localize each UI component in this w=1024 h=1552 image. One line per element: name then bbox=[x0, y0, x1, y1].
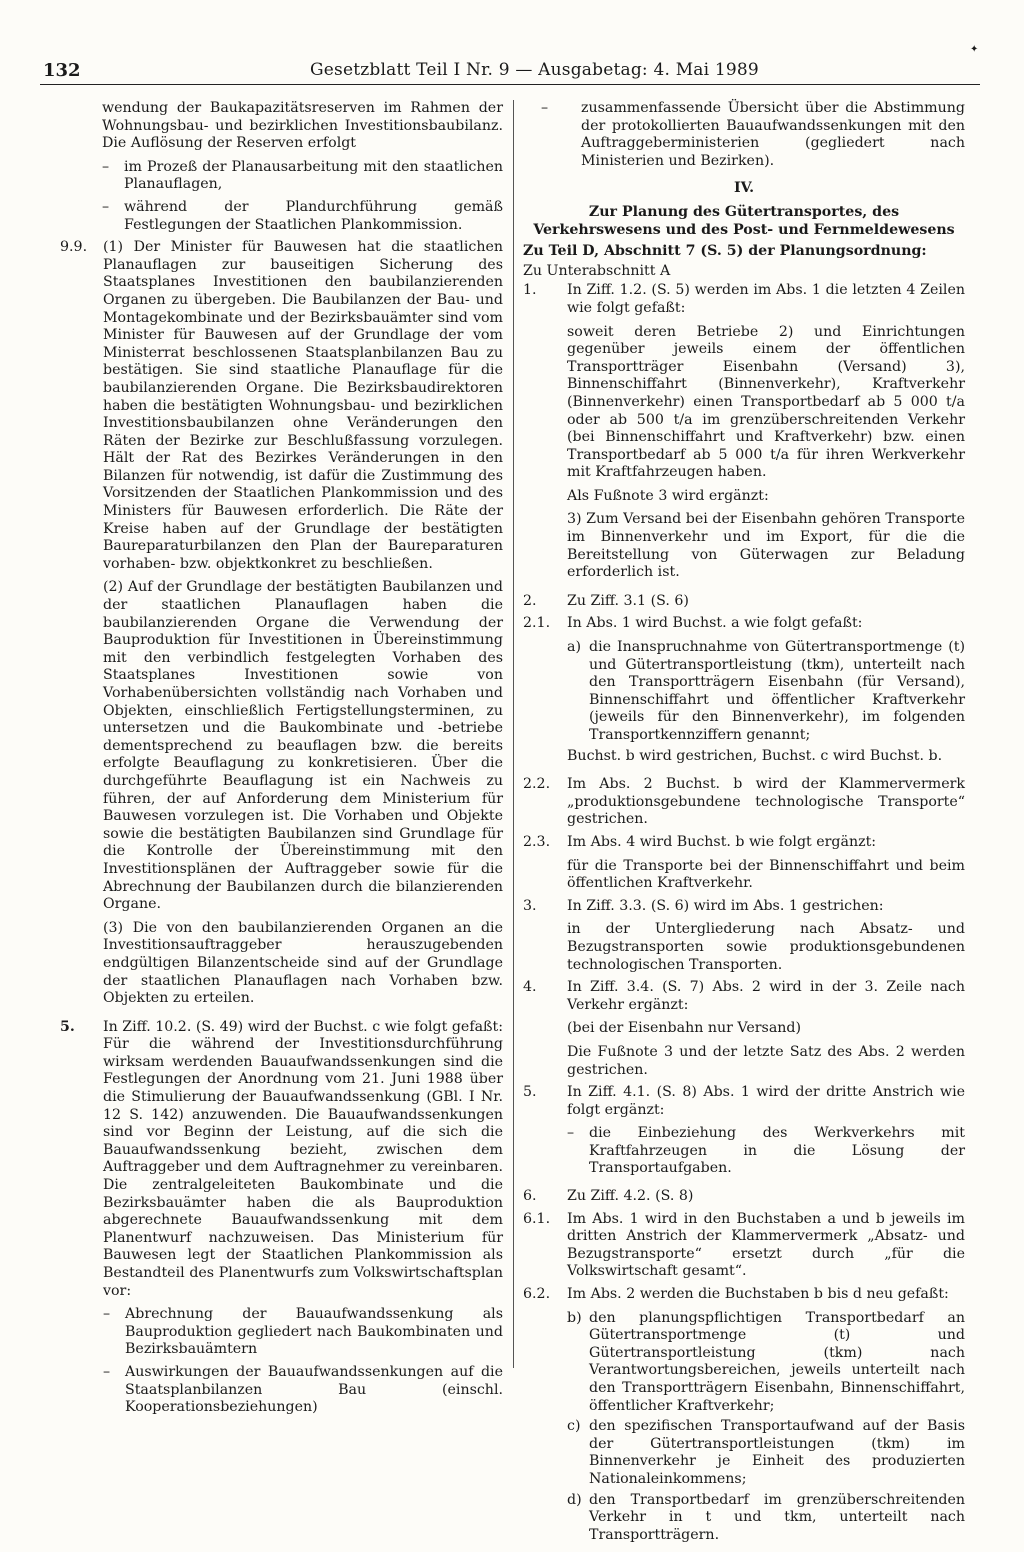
section-number: 9.9. bbox=[60, 239, 88, 256]
item-6-1 bbox=[523, 1211, 965, 1281]
item-2 bbox=[523, 593, 965, 611]
item-text: Zu Ziff. 4.2. (S. 8) bbox=[567, 1188, 694, 1205]
letter-text: den planungspflichtigen Transportbedarf an Gütertransportmenge (t) und Gütertransportleistung (tkm) nach Verantwortungsbereichen, jeweils unterteilt nach den Transportträgern Eisenbahn, Binnenschiffahrt, öffentlicher Kraftverkehr; bbox=[589, 1309, 965, 1414]
item-2-3 bbox=[523, 834, 965, 893]
right-column bbox=[523, 100, 965, 1552]
header-title: Gesetzblatt Teil I Nr. 9 — Ausgabetag: 4. Mai 1989 bbox=[310, 60, 759, 80]
item-after: Buchst. b wird gestrichen, Buchst. c wird Buchst. b. bbox=[567, 747, 943, 764]
item-text: Im Abs. 1 wird in den Buchstaben a und b jeweils im dritten Anstrich der Klammervermerk „Absatz- und Bezugstransporte“ ersetzt durch „für die Volkswirtschaft gesamt“. bbox=[567, 1210, 965, 1280]
list-item bbox=[567, 1310, 965, 1416]
section-5 bbox=[60, 1019, 503, 1422]
printer-mark: ✦ bbox=[970, 44, 979, 55]
item-2-1 bbox=[523, 615, 965, 771]
list-item bbox=[567, 1492, 965, 1545]
item-number: 2.1. bbox=[523, 615, 551, 632]
item-quote: (bei der Eisenbahn nur Versand) bbox=[567, 1020, 802, 1037]
section-heading: Zur Planung des Gütertransportes, des Verkehrswesens und des Post- und Fernmeldewesens bbox=[533, 203, 955, 238]
footnote-intro: Als Fußnote 3 wird ergänzt: bbox=[567, 487, 769, 504]
item-quote: in der Untergliederung nach Absatz- und Bezugstransporten sowie produktionsgebundenen technologischen Transporten. bbox=[567, 921, 965, 973]
item-2-2 bbox=[523, 776, 965, 829]
list-item bbox=[567, 639, 965, 745]
subheading: Zu Teil D, Abschnitt 7 (S. 5) der Planungsordnung: bbox=[523, 243, 927, 260]
list-item: – während der Plandurchführung gemäß Festlegungen der Staatlichen Plankommission. bbox=[102, 198, 503, 233]
dash-text: die Einbeziehung des Werkverkehrs mit Kraftfahrzeugen in die Lösung der Transportaufgaben. bbox=[589, 1125, 965, 1177]
page-header bbox=[40, 58, 980, 86]
item-number: 6.1. bbox=[523, 1210, 551, 1227]
column-divider bbox=[513, 100, 514, 1368]
list-item: – Auswirkungen der Bauaufwandssenkungen auf die Staatsplanbilanzen Bau (einschl. Kooperationsbeziehungen) bbox=[103, 1363, 503, 1416]
item-number: 3. bbox=[523, 897, 537, 914]
item-number: 2.2. bbox=[523, 776, 551, 793]
left-intro: wendung der Baukapazitätsreserven im Rahmen der Wohnungsbau- und bezirklichen Investitionsbaubilanz. Die Auflösung der Reserven erfolgt bbox=[102, 100, 503, 152]
item-text: In Abs. 1 wird Buchst. a wie folgt gefaßt: bbox=[567, 615, 863, 632]
section-5-text: In Ziff. 10.2. (S. 49) wird der Buchst. c wie folgt gefaßt: Für die während der Investitionsdurchführung wirksam werdenden Bauaufwandssenkungen sind die Festlegungen der Anordnung vom 21. Juni 1988 über die Stimulierung der Bauaufwandssenkung (GBl. I Nr. 12 S. 142) anzuwenden. Die Bauaufwandssenkungen sind vor Beginn der Leistung, auf die sich die Bauaufwandssenkung bezieht, zwischen dem Auftraggeber und dem Auftragnehmer zu vereinbaren. Die zentralgeleiteten Baukombinate und die Bezirksbauämter haben die als Bauproduktion abgerechnete Bauaufwandssenkung mit dem Planentwurf nachzuweisen. Das Ministerium für Bauwesen legt der Staatlichen Plankommission als Bestandteil des Planentwurfs zum Volkswirtschaftsplan vor: bbox=[103, 1018, 503, 1299]
item-number: 5. bbox=[523, 1084, 537, 1101]
section-number: 5. bbox=[60, 1018, 75, 1035]
list-item bbox=[567, 1418, 965, 1488]
item-number: 6.2. bbox=[523, 1286, 551, 1303]
unterabschnitt: Zu Unterabschnitt A bbox=[523, 262, 671, 279]
list-item: – im Prozeß der Planausarbeitung mit den staatlichen Planauflagen, bbox=[102, 158, 503, 193]
item-quote: soweit deren Betriebe 2) und Einrichtungen gegenüber jeweils einem der öffentlichen Transportträger Eisenbahn (Versand) 3), Binnenschiffahrt (Binnenverkehr), Kraftverkehr (Binnenverkehr) einen Transportbedarf ab 5 000 t/a oder ab 500 t/a im grenzüberschreitenden Verkehr (bei Binnenschiffahrt und Kraftverkehr) bzw. einen Transportbedarf ab 5 000 t/a für ihren Werkverkehr mit Kraftfahrzeugen haben. bbox=[567, 323, 965, 481]
item-text: In Ziff. 3.3. (S. 6) wird im Abs. 1 gestrichen: bbox=[567, 897, 884, 914]
dash-text: Abrechnung der Bauaufwandssenkung als Bauproduktion gegliedert nach Baukombinaten und Bezirksbauämtern bbox=[125, 1306, 503, 1358]
dash-text: im Prozeß der Planausarbeitung mit den staatlichen Planauflagen, bbox=[124, 158, 503, 193]
letter-text: den Transportbedarf im grenzüberschreitenden Verkehr in t und tkm, unterteilt nach Transportträgern. bbox=[589, 1491, 965, 1543]
footnote-text: 3) Zum Versand bei der Eisenbahn gehören Transporte im Binnenverkehr und im Export, für die die Bereitstellung von Güterwagen zur Beladung erforderlich ist. bbox=[567, 511, 965, 581]
item-number: 4. bbox=[523, 979, 537, 996]
letter-label: d) bbox=[567, 1491, 582, 1508]
list-item: – Abrechnung der Bauaufwandssenkung als Bauproduktion gegliedert nach Baukombinaten und Bezirksbauämtern bbox=[103, 1306, 503, 1358]
item-3 bbox=[523, 898, 965, 974]
item-number: 2. bbox=[523, 592, 537, 609]
section-9-9 bbox=[60, 239, 503, 1014]
item-text: Im Abs. 2 werden die Buchstaben b bis d neu gefaßt: bbox=[567, 1286, 949, 1303]
item-1 bbox=[523, 282, 965, 588]
paragraph-1: (1) Der Minister für Bauwesen hat die staatlichen Planauflagen zur bauseitigen Sicherung des Staatsplanes Investitionen den baubilanzierenden Organen zu übergeben. Die Baubilanzen der Bau- und Montagekombinate und der Bezirksbauämter sind vom Minister für Bauwesen auf der Grundlage der vom Ministerrat beschlossenen Staatsplanbilanzen Bau zu bestätigen. Sie sind staatliche Planauflage für die baubilanzierenden Organe. Die Bezirksbaudirektoren haben die bestätigten Wohnungsbau- und bezirklichen Investitionsbaubilanzen ohne Veränderungen den Räten der Bezirke zur Beschlußfassung vorzulegen. Hält der Rat des Bezirkes Veränderungen in den Bilanzen für notwendig, ist dafür die Zustimmung des Vorsitzenden der Staatlichen Plankommission und des Ministers für Bauwesen erforderlich. Die Räte der Kreise haben auf der Grundlage der bestätigten Baureparaturbilanzen den Plan der Baureparaturen vorhaben- bzw. objektkonkret zu beschließen. bbox=[103, 239, 503, 572]
list-item: – die Einbeziehung des Werkverkehrs mit Kraftfahrzeugen in die Lösung der Transportaufgaben. bbox=[567, 1125, 965, 1177]
letter-label: a) bbox=[567, 639, 581, 656]
header-rule bbox=[40, 84, 980, 85]
dash-text: Auswirkungen der Bauaufwandssenkungen auf die Staatsplanbilanzen Bau (einschl. Kooperationsbeziehungen) bbox=[125, 1363, 503, 1416]
item-quote: für die Transporte bei der Binnenschiffahrt und beim öffentlichen Kraftverkehr. bbox=[567, 857, 965, 892]
letter-label: b) bbox=[567, 1309, 582, 1326]
item-number: 2.3. bbox=[523, 833, 551, 850]
item-text: Im Abs. 2 Buchst. b wird der Klammervermerk „produktionsgebundene technologische Transporte“ gestrichen. bbox=[567, 776, 965, 828]
item-text: In Ziff. 4.1. (S. 8) Abs. 1 wird der dritte Anstrich wie folgt ergänzt: bbox=[567, 1084, 965, 1118]
item-6-2 bbox=[523, 1286, 965, 1547]
paragraph-2: (2) Auf der Grundlage der bestätigten Baubilanzen und der staatlichen Planauflagen haben die baubilanzierenden Organe die Verwendung der Bauproduktion für Investitionen in Übereinstimmung mit den verbindlich festgelegten Vorhaben des Staatsplanes Investitionen sowie von Vorhabenübersichten vollständig nach Vorhaben und Objekten, einschließlich Fertigstellungsterminen, zu untersetzen und die Baukombinate und -betriebe dementsprechend zu beauflagen bzw. die bereits erfolgte Beauflagung zu konkretisieren. Über die durchgeführte Beauflagung ist ein Nachweis zu führen, der auf Anforderung dem Ministerium für Bauwesen vorzulegen ist. Die Vorhaben und Objekte sowie die bestätigten Baubilanzen sind Grundlage für die Kontrolle der Übereinstimmung mit den Investitionsplänen der Auftraggeber sowie für die Abrechnung der Baubilanzen durch die bilanzierenden Organe. bbox=[103, 579, 503, 913]
page-number: 132 bbox=[43, 60, 81, 81]
item-number: 1. bbox=[523, 282, 537, 299]
list-item: – zusammenfassende Übersicht über die Abstimmung der protokollierten Bauaufwandssenkungen mit den Auftraggeberministerien (gegliedert nach Ministerien und Bezirken). bbox=[541, 100, 965, 169]
item-4 bbox=[523, 979, 965, 1079]
item-text: Im Abs. 4 wird Buchst. b wie folgt ergänzt: bbox=[567, 833, 877, 850]
item-text: In Ziff. 1.2. (S. 5) werden im Abs. 1 die letzten 4 Zeilen wie folgt gefaßt: bbox=[567, 282, 965, 316]
item-number: 6. bbox=[523, 1188, 537, 1205]
item-text: Zu Ziff. 3.1 (S. 6) bbox=[567, 592, 689, 609]
item-after: Die Fußnote 3 und der letzte Satz des Abs. 2 werden gestrichen. bbox=[567, 1043, 965, 1078]
item-text: In Ziff. 3.4. (S. 7) Abs. 2 wird in der 3. Zeile nach Verkehr ergänzt: bbox=[567, 979, 965, 1013]
item-5 bbox=[523, 1084, 965, 1183]
paragraph-3: (3) Die von den baubilanzierenden Organen an die Investitionsauftraggeber herauszugebenden endgültigen Bilanzentscheide sind auf der Grundlage der staatlichen Planauflagen nach Vorhaben bzw. Objekten zu erteilen. bbox=[103, 919, 503, 1007]
left-column bbox=[60, 100, 503, 1427]
letter-text: die Inanspruchnahme von Gütertransportmenge (t) und Gütertransportleistung (tkm), unterteilt nach den Transportträgern Eisenbahn (für Versand), Binnenschiffahrt und öffentlicher Kraftverkehr (jeweils für den Binnenverkehr), im folgenden Transportkennziffern genannt; bbox=[589, 639, 965, 743]
roman-numeral: IV. bbox=[733, 180, 755, 197]
dash-text: während der Plandurchführung gemäß Festlegungen der Staatlichen Plankommission. bbox=[124, 198, 503, 233]
letter-text: den spezifischen Transportaufwand auf der Basis der Gütertransportleistungen (tkm) im Binnenverkehr je Einheit des produzierten Nationaleinkommens; bbox=[589, 1418, 965, 1487]
dash-text: zusammenfassende Übersicht über die Abstimmung der protokollierten Bauaufwandssenkungen mit den Auftraggeberministerien (gegliedert nach Ministerien und Bezirken). bbox=[581, 100, 965, 169]
item-6 bbox=[523, 1188, 965, 1206]
letter-label: c) bbox=[567, 1418, 581, 1435]
